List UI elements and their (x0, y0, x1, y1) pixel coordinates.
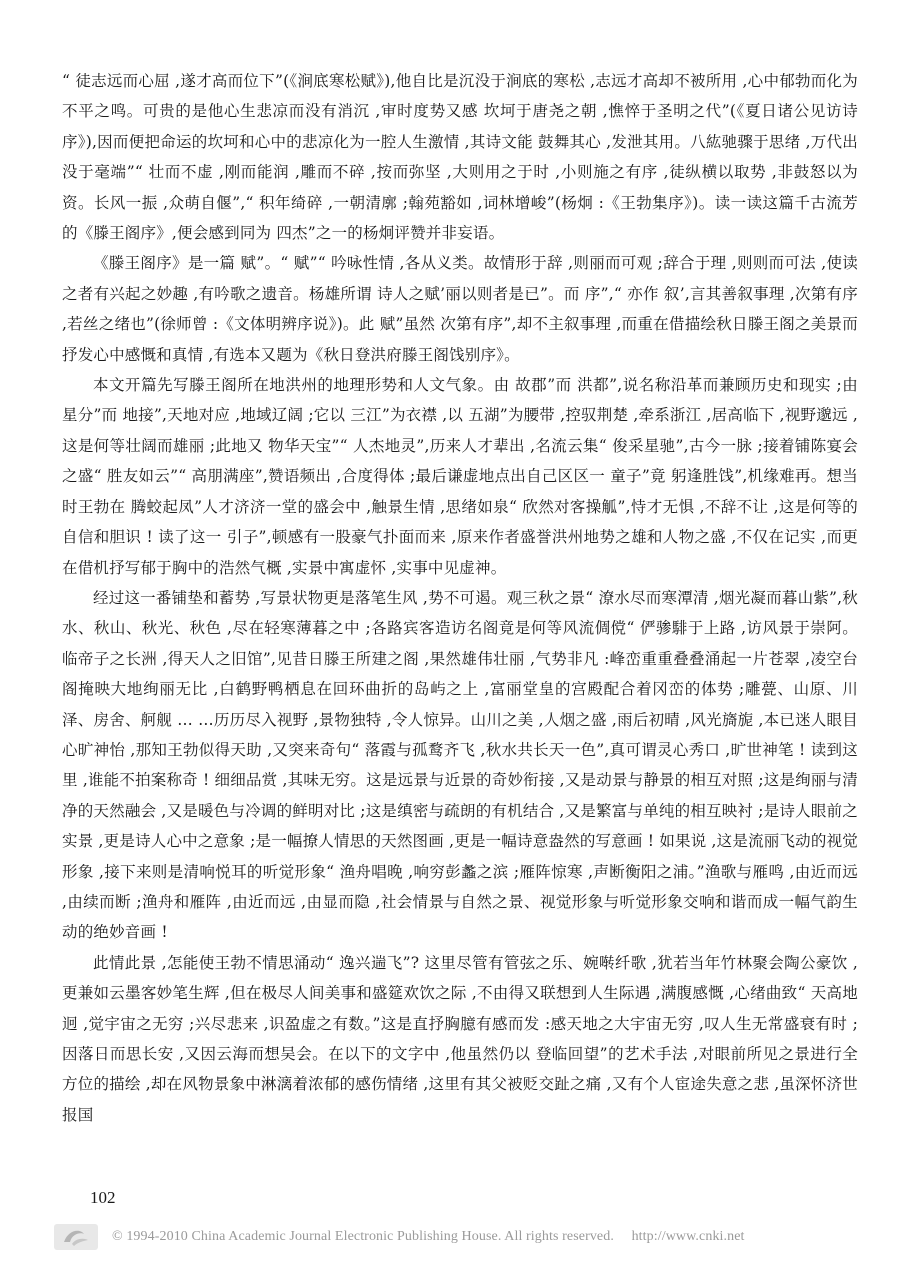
footer-url-link[interactable]: http://www.cnki.net (631, 1229, 745, 1244)
publisher-logo-icon (54, 1224, 98, 1250)
paragraph-5: 此情此景 ,怎能使王勃不情思涌动“ 逸兴遄飞”? 这里尽管有管弦之乐、婉啭纤歌 ,犹若当年竹林聚会陶公豪饮 ,更兼如云墨客妙笔生辉 ,但在极尽人间美事和盛筵欢饮之际 ,不由得又联想到人生际遇 ,满腹感慨 ,心绪曲致“ 天高地迥 ,觉宇宙之无穷 ;兴尽悲来 ,识盈虚之有数。”这是直抒胸臆有感而发 :感天地之大宇宙无穷 ,叹人生无常盛衰有时 ;因落日而思长安 ,又因云海而想吴会。在以下的文字中 ,他虽然仍以 登临回望”的艺术手法 ,对眼前所见之景进行全方位的描绘 ,却在风物景象中淋漓着浓郁的感伤情绪 ,这里有其父被贬交趾之痛 ,又有个人宦途失意之悲 ,虽深怀济世报国 (62, 953, 858, 1124)
footer-copyright (112, 1229, 759, 1245)
paragraph-4: 经过这一番铺垫和蓄势 ,写景状物更是落笔生风 ,势不可遏。观三秋之景“ 潦水尽而寒潭清 ,烟光凝而暮山紫”,秋水、秋山、秋光、秋色 ,尽在轻寒薄暮之中 ;各路宾客造访名阁竟是何等风流倜傥“ 俨骖騑于上路 ,访风景于崇阿。临帝子之长洲 ,得天人之旧馆”,见昔日滕王所建之阁 ,果然雄伟壮丽 ,气势非凡 :峰峦重重叠叠涌起一片苍翠 ,凌空台阁掩映大地绚丽无比 ,白鹤野鸭栖息在回环曲折的岛屿之上 ,富丽堂皇的宫殿配合着冈峦的体势 ;雕甍、山原、川泽、房舍、舸舰 … …历历尽入视野 ,景物独特 ,令人惊异。山川之美 ,人烟之盛 ,雨后初晴 ,风光旖旎 ,本已迷人眼目心旷神怡 ,那知王勃似得天助 ,又突来奇句“ 落霞与孤鹜齐飞 ,秋水共长天一色”,真可谓灵心秀口 ,旷世神笔 ! 读到这里 ,谁能不拍案称奇 ! 细细品赏 ,其味无穷。这是远景与近景的奇妙衔接 ,又是动景与静景的相互对照 ;这是绚丽与清净的天然融会 ,又是暖色与冷调的鲜明对比 ;这是缜密与疏朗的有机结合 ,又是繁富与单纯的相互映衬 ;是诗人眼前之实景 ,更是诗人心中之意象 ;是一幅撩人情思的天然图画 ,更是一幅诗意盎然的写意画 ! 如果说 ,这是流丽飞动的视觉形象 ,接下来则是清响悦耳的听觉形象“ 渔舟唱晚 ,响穷彭蠡之滨 ;雁阵惊寒 ,声断衡阳之浦。”渔歌与雁鸣 ,由近而远 ,由续而断 ;渔舟和雁阵 ,由近而远 ,由显而隐 ,社会情景与自然之景、视觉形象与听觉形象交响和谐而成一幅气韵生动的绝妙音画 ! (62, 588, 858, 942)
article-body (62, 66, 858, 1130)
paragraph-1: “ 徒志远而心屈 ,遂才高而位下”(《涧底寒松赋》),他自比是沉没于涧底的寒松 ,志远才高却不被所用 ,心中郁勃而化为不平之鸣。可贵的是他心生悲凉而没有消沉 ,审时度势又感 坎坷于唐尧之朝 ,憔悴于圣明之代”(《夏日诸公见访诗序》),因而便把命运的坎坷和心中的悲凉化为一腔人生激情 ,其诗文能 鼓舞其心 ,发泄其用。八紘驰骤于思绪 ,万代出没于毫端”“ 壮而不虚 ,刚而能润 ,雕而不碎 ,按而弥坚 ,大则用之于时 ,小则施之有序 ,徒纵横以取势 ,非鼓怒以为资。长风一振 ,众萌自偃”,“ 积年绮碎 ,一朝清廓 ;翰苑豁如 ,词林增峻”(杨炯 :《王勃集序》)。读一读这篇千古流芳的《滕王阁序》,便会感到同为 四杰”之一的杨炯评赞并非妄语。 (62, 72, 858, 243)
page-number: 102 (90, 1188, 116, 1207)
paragraph-2: 《滕王阁序》是一篇 赋”。“ 赋”“ 吟咏性情 ,各从义类。故情形于辞 ,则丽而可观 ;辞合于理 ,则则而可法 ,使读之者有兴起之妙趣 ,有吟歌之遗音。杨雄所谓 诗人之赋’丽以则者是已”。而 序”,“ 亦作 叙’,言其善叙事理 ,次第有序 ,若丝之绪也”(徐师曾 :《文体明辨序说》)。此 赋”虽然 次第有序”,却不主叙事理 ,而重在借描绘秋日滕王阁之美景而抒发心中感慨和真情 ,有选本又题为《秋日登洪府滕王阁饯别序》。 (62, 254, 858, 364)
paragraph-3: 本文开篇先写滕王阁所在地洪州的地理形势和人文气象。由 故郡”而 洪都”,说名称沿革而兼顾历史和现实 ;由 星分”而 地接”,天地对应 ,地域辽阔 ;它以 三江”为衣襟 ,以 五湖”为腰带 ,控驭荆楚 ,牵系浙江 ,居高临下 ,视野邈远 ,这是何等壮阔而雄丽 ;此地又 物华天宝”“ 人杰地灵”,历来人才辈出 ,名流云集“ 俊采星驰”,古今一脉 ;接着铺陈宴会之盛“ 胜友如云”“ 高朋满座”,赞语频出 ,合度得体 ;最后谦虚地点出自己区区一 童子”竟 躬逢胜饯”,机缘难再。想当时王勃在 腾蛟起凤”人才济济一堂的盛会中 ,触景生情 ,思绪如泉“ 欣然对客操觚”,恃才无惧 ,不辞不让 ,这是何等的自信和胆识 ! 读了这一 引子”,顿感有一股豪气扑面而来 ,原来作者盛誉洪州地势之雄和人物之盛 ,不仅在记实 ,而更在借机抒写郁于胸中的浩然气概 ,实景中寓虚怀 ,实事中见虚神。 (62, 376, 858, 577)
footer (0, 1222, 920, 1262)
copyright-text: © 1994-2010 China Academic Journal Electronic Publishing House. All rights reserved. (112, 1229, 614, 1244)
